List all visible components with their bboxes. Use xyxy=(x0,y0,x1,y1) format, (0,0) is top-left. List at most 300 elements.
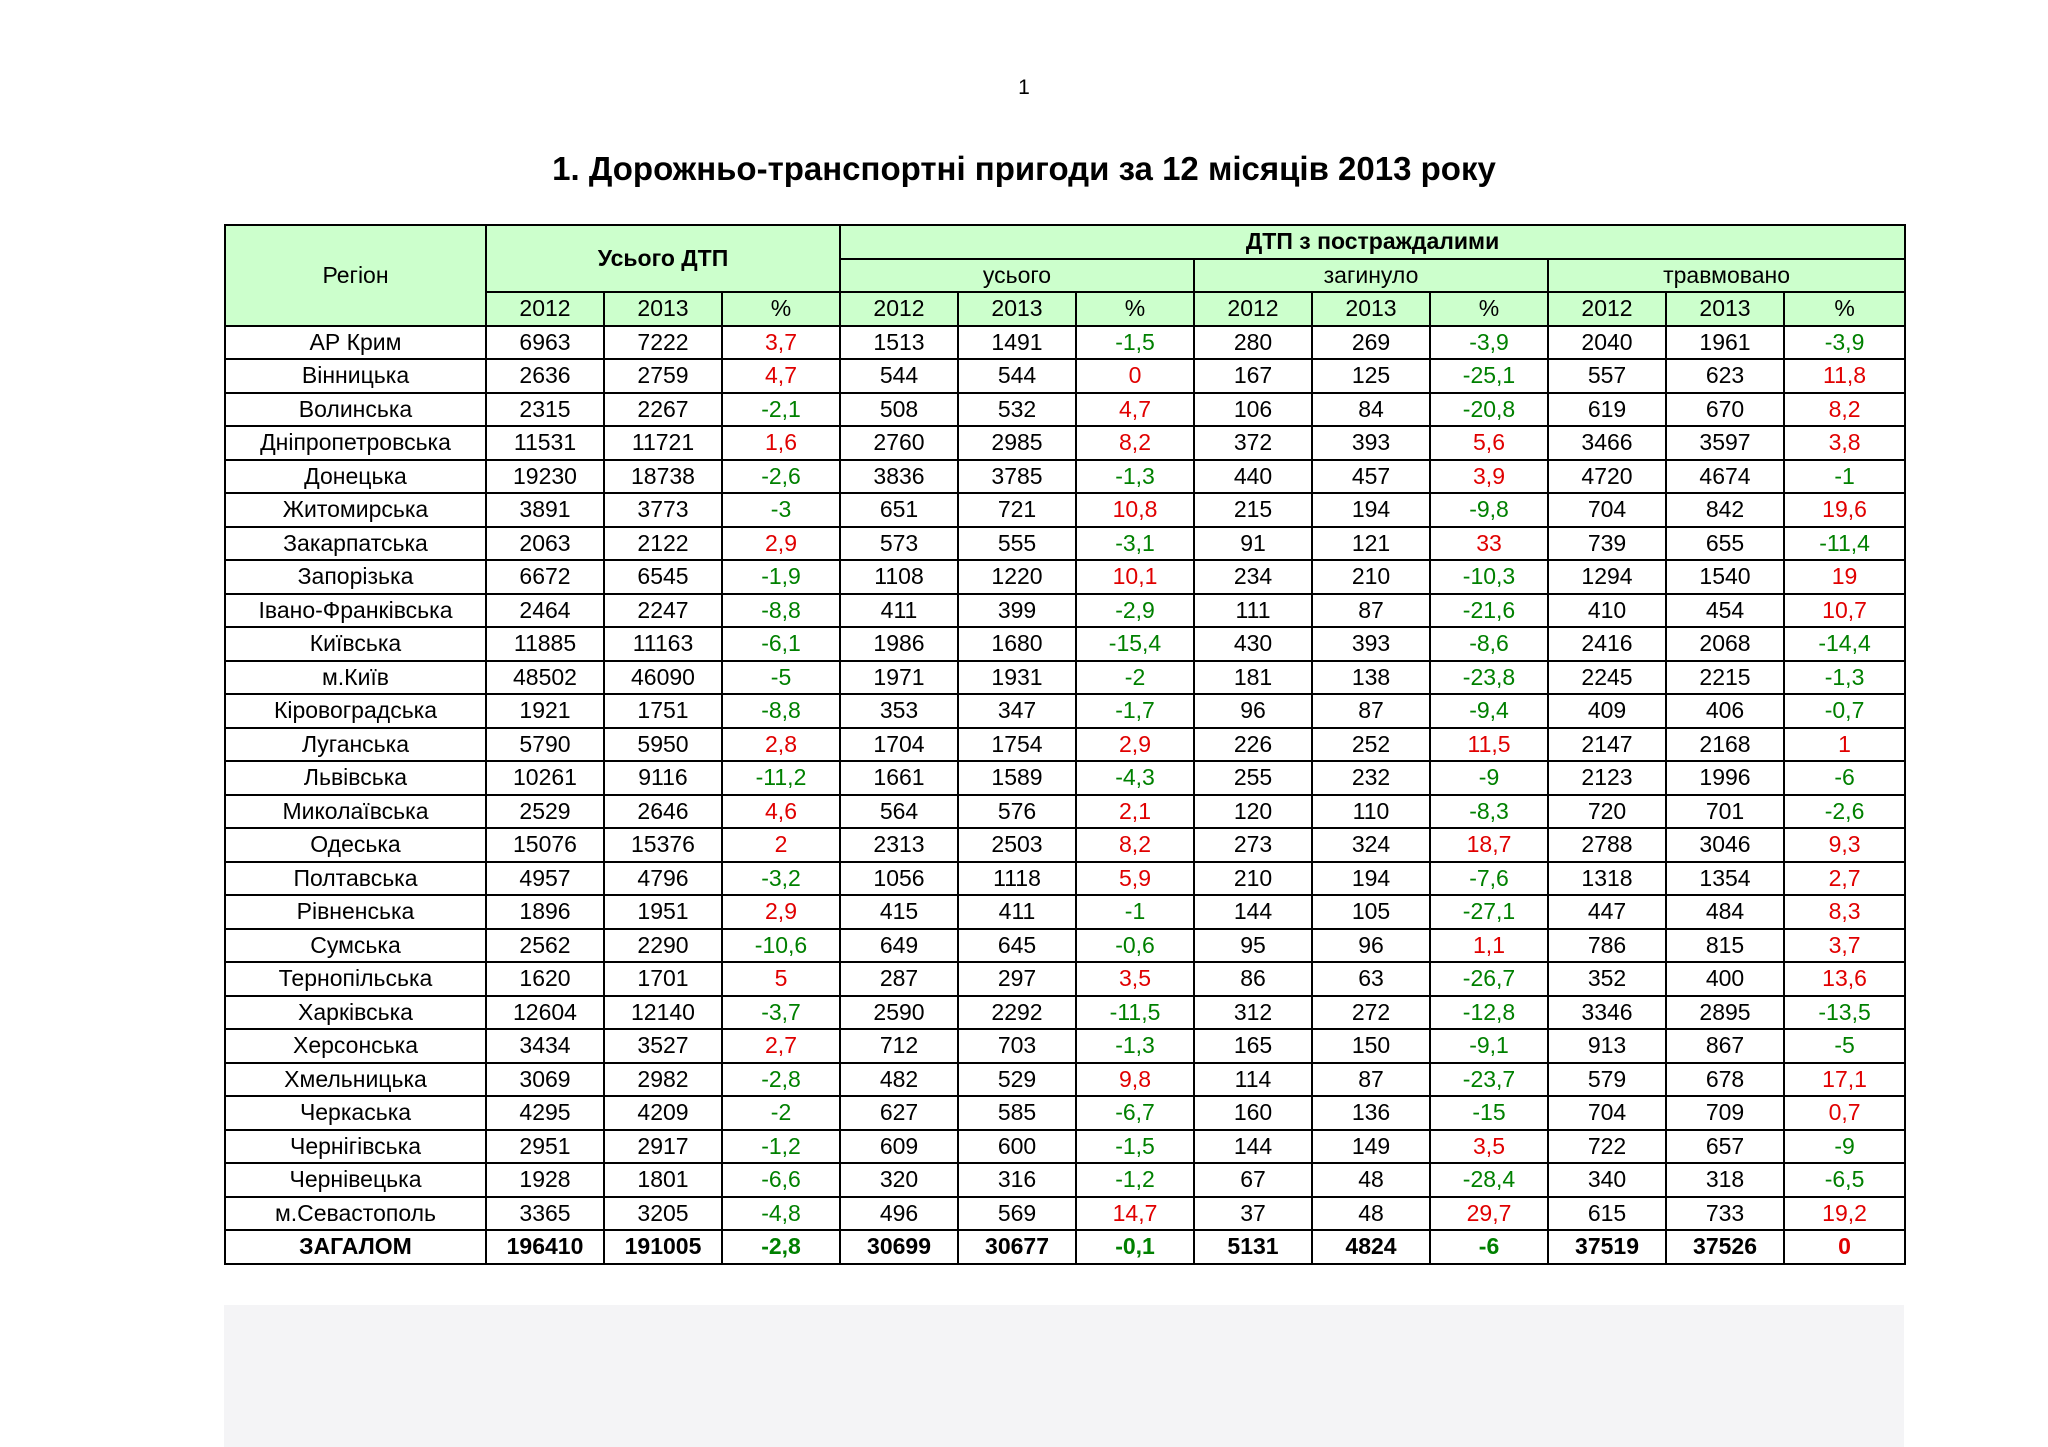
value-cell: 2985 xyxy=(958,426,1076,460)
value-cell: 1701 xyxy=(604,962,722,996)
value-cell: 226 xyxy=(1194,728,1312,762)
value-cell: 30699 xyxy=(840,1230,958,1264)
value-cell: 1354 xyxy=(1666,862,1784,896)
percent-change-cell: 0,7 xyxy=(1784,1096,1905,1130)
region-cell: ЗАГАЛОМ xyxy=(225,1230,486,1264)
table-row xyxy=(225,962,1905,996)
value-cell: 678 xyxy=(1666,1063,1784,1097)
region-cell: Черкаська xyxy=(225,1096,486,1130)
table-row xyxy=(225,393,1905,427)
percent-change-cell: 0 xyxy=(1076,359,1194,393)
percent-change-cell: -2,1 xyxy=(722,393,840,427)
value-cell: 1294 xyxy=(1548,560,1666,594)
value-cell: 496 xyxy=(840,1197,958,1231)
percent-change-cell: 11,5 xyxy=(1430,728,1548,762)
percent-change-cell: -1,2 xyxy=(722,1130,840,1164)
value-cell: 3891 xyxy=(486,493,604,527)
value-cell: 2063 xyxy=(486,527,604,561)
value-cell: 12604 xyxy=(486,996,604,1030)
value-cell: 1540 xyxy=(1666,560,1784,594)
value-cell: 482 xyxy=(840,1063,958,1097)
value-cell: 3346 xyxy=(1548,996,1666,1030)
region-cell: АР Крим xyxy=(225,326,486,360)
value-cell: 234 xyxy=(1194,560,1312,594)
percent-change-cell: -9 xyxy=(1784,1130,1905,1164)
value-cell: 720 xyxy=(1548,795,1666,829)
value-cell: 3785 xyxy=(958,460,1076,494)
value-cell: 704 xyxy=(1548,1096,1666,1130)
value-cell: 1108 xyxy=(840,560,958,594)
value-cell: 105 xyxy=(1312,895,1430,929)
value-cell: 3773 xyxy=(604,493,722,527)
percent-change-cell: 2,9 xyxy=(1076,728,1194,762)
value-cell: 316 xyxy=(958,1163,1076,1197)
value-cell: 411 xyxy=(840,594,958,628)
value-cell: 160 xyxy=(1194,1096,1312,1130)
percent-change-cell: -9,4 xyxy=(1430,694,1548,728)
value-cell: 3365 xyxy=(486,1197,604,1231)
region-cell: Івано-Франківська xyxy=(225,594,486,628)
value-cell: 1620 xyxy=(486,962,604,996)
value-cell: 30677 xyxy=(958,1230,1076,1264)
value-cell: 585 xyxy=(958,1096,1076,1130)
value-cell: 454 xyxy=(1666,594,1784,628)
value-cell: 96 xyxy=(1312,929,1430,963)
percent-change-cell: 1 xyxy=(1784,728,1905,762)
percent-change-cell: -5 xyxy=(1784,1029,1905,1063)
region-cell: Миколаївська xyxy=(225,795,486,829)
region-cell: Київська xyxy=(225,627,486,661)
value-cell: 91 xyxy=(1194,527,1312,561)
value-cell: 619 xyxy=(1548,393,1666,427)
region-cell: Донецька xyxy=(225,460,486,494)
percent-change-cell: -2,6 xyxy=(722,460,840,494)
table-row xyxy=(225,594,1905,628)
value-cell: 573 xyxy=(840,527,958,561)
value-cell: 48 xyxy=(1312,1197,1430,1231)
value-cell: 701 xyxy=(1666,795,1784,829)
header-region: Регіон xyxy=(225,225,486,326)
value-cell: 110 xyxy=(1312,795,1430,829)
percent-change-cell: 2,9 xyxy=(722,527,840,561)
value-cell: 63 xyxy=(1312,962,1430,996)
percent-change-cell: 3,8 xyxy=(1784,426,1905,460)
value-cell: 2788 xyxy=(1548,828,1666,862)
value-cell: 269 xyxy=(1312,326,1430,360)
table-row xyxy=(225,761,1905,795)
value-cell: 569 xyxy=(958,1197,1076,1231)
percent-change-cell: -8,6 xyxy=(1430,627,1548,661)
region-cell: Сумська xyxy=(225,929,486,963)
percent-change-cell: 2,1 xyxy=(1076,795,1194,829)
percent-change-cell: 2,8 xyxy=(722,728,840,762)
value-cell: 318 xyxy=(1666,1163,1784,1197)
value-cell: 144 xyxy=(1194,1130,1312,1164)
percent-change-cell: -2,8 xyxy=(722,1063,840,1097)
region-cell: Харківська xyxy=(225,996,486,1030)
value-cell: 11531 xyxy=(486,426,604,460)
value-cell: 3836 xyxy=(840,460,958,494)
percent-change-cell: 4,7 xyxy=(722,359,840,393)
header-year-2012: 2012 xyxy=(1194,292,1312,326)
percent-change-cell: -2 xyxy=(722,1096,840,1130)
page-shade xyxy=(224,1305,1904,1447)
header-year-2013: 2013 xyxy=(1666,292,1784,326)
percent-change-cell: -2,8 xyxy=(722,1230,840,1264)
value-cell: 739 xyxy=(1548,527,1666,561)
value-cell: 149 xyxy=(1312,1130,1430,1164)
value-cell: 1751 xyxy=(604,694,722,728)
value-cell: 1220 xyxy=(958,560,1076,594)
value-cell: 5790 xyxy=(486,728,604,762)
header-all-accidents: Усього ДТП xyxy=(486,225,840,292)
value-cell: 3527 xyxy=(604,1029,722,1063)
header-injured: травмовано xyxy=(1548,259,1905,293)
percent-change-cell: 10,1 xyxy=(1076,560,1194,594)
value-cell: 3597 xyxy=(1666,426,1784,460)
table-row xyxy=(225,929,1905,963)
region-cell: Вінницька xyxy=(225,359,486,393)
value-cell: 1318 xyxy=(1548,862,1666,896)
value-cell: 867 xyxy=(1666,1029,1784,1063)
value-cell: 84 xyxy=(1312,393,1430,427)
value-cell: 670 xyxy=(1666,393,1784,427)
percent-change-cell: 10,7 xyxy=(1784,594,1905,628)
percent-change-cell: -3,9 xyxy=(1430,326,1548,360)
percent-change-cell: 13,6 xyxy=(1784,962,1905,996)
percent-change-cell: -15 xyxy=(1430,1096,1548,1130)
value-cell: 842 xyxy=(1666,493,1784,527)
percent-change-cell: 17,1 xyxy=(1784,1063,1905,1097)
value-cell: 400 xyxy=(1666,962,1784,996)
value-cell: 411 xyxy=(958,895,1076,929)
percent-change-cell: -10,6 xyxy=(722,929,840,963)
value-cell: 399 xyxy=(958,594,1076,628)
value-cell: 786 xyxy=(1548,929,1666,963)
value-cell: 2245 xyxy=(1548,661,1666,695)
value-cell: 11721 xyxy=(604,426,722,460)
table-row xyxy=(225,895,1905,929)
document-title: 1. Дорожньо-транспортні пригоди за 12 місяців 2013 року xyxy=(552,150,1496,187)
value-cell: 627 xyxy=(840,1096,958,1130)
percent-change-cell: -23,7 xyxy=(1430,1063,1548,1097)
percent-change-cell: -3 xyxy=(722,493,840,527)
percent-change-cell: -8,8 xyxy=(722,594,840,628)
value-cell: 703 xyxy=(958,1029,1076,1063)
total-row xyxy=(225,1230,1905,1264)
value-cell: 529 xyxy=(958,1063,1076,1097)
region-cell: Волинська xyxy=(225,393,486,427)
percent-change-cell: -1 xyxy=(1784,460,1905,494)
value-cell: 165 xyxy=(1194,1029,1312,1063)
value-cell: 4209 xyxy=(604,1096,722,1130)
percent-change-cell: -9 xyxy=(1430,761,1548,795)
value-cell: 46090 xyxy=(604,661,722,695)
value-cell: 37526 xyxy=(1666,1230,1784,1264)
value-cell: 2068 xyxy=(1666,627,1784,661)
table-row xyxy=(225,1163,1905,1197)
value-cell: 3069 xyxy=(486,1063,604,1097)
percent-change-cell: -0,7 xyxy=(1784,694,1905,728)
value-cell: 2267 xyxy=(604,393,722,427)
value-cell: 709 xyxy=(1666,1096,1784,1130)
table-row xyxy=(225,359,1905,393)
value-cell: 272 xyxy=(1312,996,1430,1030)
region-cell: Чернігівська xyxy=(225,1130,486,1164)
percent-change-cell: -4,3 xyxy=(1076,761,1194,795)
percent-change-cell: 0 xyxy=(1784,1230,1905,1264)
percent-change-cell: -2,6 xyxy=(1784,795,1905,829)
header-year-2013: 2013 xyxy=(604,292,722,326)
value-cell: 1961 xyxy=(1666,326,1784,360)
value-cell: 347 xyxy=(958,694,1076,728)
percent-change-cell: 1,6 xyxy=(722,426,840,460)
value-cell: 1513 xyxy=(840,326,958,360)
header-percent: % xyxy=(722,292,840,326)
value-cell: 609 xyxy=(840,1130,958,1164)
value-cell: 191005 xyxy=(604,1230,722,1264)
percent-change-cell: 3,7 xyxy=(1784,929,1905,963)
value-cell: 913 xyxy=(1548,1029,1666,1063)
header-percent: % xyxy=(1784,292,1905,326)
value-cell: 2646 xyxy=(604,795,722,829)
table-row xyxy=(225,1096,1905,1130)
value-cell: 1704 xyxy=(840,728,958,762)
value-cell: 5950 xyxy=(604,728,722,762)
value-cell: 86 xyxy=(1194,962,1312,996)
percent-change-cell: -6,6 xyxy=(722,1163,840,1197)
value-cell: 372 xyxy=(1194,426,1312,460)
table-row xyxy=(225,326,1905,360)
percent-change-cell: -3,9 xyxy=(1784,326,1905,360)
percent-change-cell: -3,1 xyxy=(1076,527,1194,561)
region-cell: Чернівецька xyxy=(225,1163,486,1197)
value-cell: 2040 xyxy=(1548,326,1666,360)
value-cell: 12140 xyxy=(604,996,722,1030)
value-cell: 532 xyxy=(958,393,1076,427)
value-cell: 297 xyxy=(958,962,1076,996)
value-cell: 2123 xyxy=(1548,761,1666,795)
percent-change-cell: -8,3 xyxy=(1430,795,1548,829)
percent-change-cell: -3,2 xyxy=(722,862,840,896)
header-percent: % xyxy=(1430,292,1548,326)
value-cell: 11163 xyxy=(604,627,722,661)
value-cell: 138 xyxy=(1312,661,1430,695)
value-cell: 393 xyxy=(1312,426,1430,460)
value-cell: 623 xyxy=(1666,359,1784,393)
percent-change-cell: 5 xyxy=(722,962,840,996)
value-cell: 645 xyxy=(958,929,1076,963)
value-cell: 87 xyxy=(1312,694,1430,728)
header-year-2013: 2013 xyxy=(1312,292,1430,326)
percent-change-cell: -1,3 xyxy=(1076,1029,1194,1063)
value-cell: 2759 xyxy=(604,359,722,393)
value-cell: 2562 xyxy=(486,929,604,963)
percent-change-cell: -11,4 xyxy=(1784,527,1905,561)
percent-change-cell: -2 xyxy=(1076,661,1194,695)
percent-change-cell: 19,6 xyxy=(1784,493,1905,527)
table-row xyxy=(225,1029,1905,1063)
value-cell: 6672 xyxy=(486,560,604,594)
percent-change-cell: 3,5 xyxy=(1076,962,1194,996)
percent-change-cell: -0,6 xyxy=(1076,929,1194,963)
value-cell: 600 xyxy=(958,1130,1076,1164)
percent-change-cell: 8,2 xyxy=(1784,393,1905,427)
value-cell: 10261 xyxy=(486,761,604,795)
percent-change-cell: 3,5 xyxy=(1430,1130,1548,1164)
percent-change-cell: 3,9 xyxy=(1430,460,1548,494)
value-cell: 280 xyxy=(1194,326,1312,360)
value-cell: 1986 xyxy=(840,627,958,661)
value-cell: 721 xyxy=(958,493,1076,527)
value-cell: 651 xyxy=(840,493,958,527)
table-row xyxy=(225,862,1905,896)
value-cell: 2122 xyxy=(604,527,722,561)
percent-change-cell: -1,3 xyxy=(1076,460,1194,494)
value-cell: 2760 xyxy=(840,426,958,460)
percent-change-cell: 2,7 xyxy=(722,1029,840,1063)
value-cell: 3466 xyxy=(1548,426,1666,460)
value-cell: 410 xyxy=(1548,594,1666,628)
value-cell: 2290 xyxy=(604,929,722,963)
percent-change-cell: 8,2 xyxy=(1076,828,1194,862)
value-cell: 15376 xyxy=(604,828,722,862)
percent-change-cell: 2 xyxy=(722,828,840,862)
value-cell: 393 xyxy=(1312,627,1430,661)
value-cell: 2315 xyxy=(486,393,604,427)
value-cell: 406 xyxy=(1666,694,1784,728)
region-cell: Тернопільська xyxy=(225,962,486,996)
value-cell: 5131 xyxy=(1194,1230,1312,1264)
value-cell: 555 xyxy=(958,527,1076,561)
value-cell: 121 xyxy=(1312,527,1430,561)
value-cell: 352 xyxy=(1548,962,1666,996)
value-cell: 815 xyxy=(1666,929,1784,963)
value-cell: 2313 xyxy=(840,828,958,862)
percent-change-cell: -28,4 xyxy=(1430,1163,1548,1197)
value-cell: 136 xyxy=(1312,1096,1430,1130)
region-cell: Луганська xyxy=(225,728,486,762)
value-cell: 194 xyxy=(1312,862,1430,896)
value-cell: 2147 xyxy=(1548,728,1666,762)
percent-change-cell: -25,1 xyxy=(1430,359,1548,393)
percent-change-cell: 2,9 xyxy=(722,895,840,929)
table-row xyxy=(225,694,1905,728)
value-cell: 615 xyxy=(1548,1197,1666,1231)
table-row xyxy=(225,560,1905,594)
value-cell: 87 xyxy=(1312,1063,1430,1097)
percent-change-cell: -1,7 xyxy=(1076,694,1194,728)
percent-change-cell: -10,3 xyxy=(1430,560,1548,594)
value-cell: 18738 xyxy=(604,460,722,494)
value-cell: 4674 xyxy=(1666,460,1784,494)
value-cell: 11885 xyxy=(486,627,604,661)
percent-change-cell: 33 xyxy=(1430,527,1548,561)
table-row xyxy=(225,493,1905,527)
table-row xyxy=(225,661,1905,695)
value-cell: 232 xyxy=(1312,761,1430,795)
value-cell: 1921 xyxy=(486,694,604,728)
value-cell: 1801 xyxy=(604,1163,722,1197)
table-row xyxy=(225,728,1905,762)
value-cell: 2590 xyxy=(840,996,958,1030)
value-cell: 1971 xyxy=(840,661,958,695)
percent-change-cell: 10,8 xyxy=(1076,493,1194,527)
region-cell: Дніпропетровська xyxy=(225,426,486,460)
region-cell: Одеська xyxy=(225,828,486,862)
table-body xyxy=(225,326,1905,1264)
value-cell: 4957 xyxy=(486,862,604,896)
value-cell: 19230 xyxy=(486,460,604,494)
value-cell: 409 xyxy=(1548,694,1666,728)
page-number: 1 xyxy=(1018,76,1030,99)
value-cell: 181 xyxy=(1194,661,1312,695)
value-cell: 704 xyxy=(1548,493,1666,527)
header-year-2012: 2012 xyxy=(840,292,958,326)
percent-change-cell: 11,8 xyxy=(1784,359,1905,393)
value-cell: 210 xyxy=(1194,862,1312,896)
value-cell: 1680 xyxy=(958,627,1076,661)
value-cell: 106 xyxy=(1194,393,1312,427)
value-cell: 2636 xyxy=(486,359,604,393)
header-total: усього xyxy=(840,259,1194,293)
table-row xyxy=(225,1130,1905,1164)
value-cell: 287 xyxy=(840,962,958,996)
value-cell: 2292 xyxy=(958,996,1076,1030)
percent-change-cell: 29,7 xyxy=(1430,1197,1548,1231)
value-cell: 1491 xyxy=(958,326,1076,360)
value-cell: 252 xyxy=(1312,728,1430,762)
table-row xyxy=(225,795,1905,829)
header-percent: % xyxy=(1076,292,1194,326)
percent-change-cell: -13,5 xyxy=(1784,996,1905,1030)
value-cell: 87 xyxy=(1312,594,1430,628)
percent-change-cell: -7,6 xyxy=(1430,862,1548,896)
value-cell: 273 xyxy=(1194,828,1312,862)
value-cell: 576 xyxy=(958,795,1076,829)
percent-change-cell: -15,4 xyxy=(1076,627,1194,661)
value-cell: 1661 xyxy=(840,761,958,795)
value-cell: 340 xyxy=(1548,1163,1666,1197)
percent-change-cell: -1,2 xyxy=(1076,1163,1194,1197)
value-cell: 353 xyxy=(840,694,958,728)
region-cell: м.Севастополь xyxy=(225,1197,486,1231)
percent-change-cell: -8,8 xyxy=(722,694,840,728)
value-cell: 210 xyxy=(1312,560,1430,594)
value-cell: 48 xyxy=(1312,1163,1430,1197)
value-cell: 440 xyxy=(1194,460,1312,494)
value-cell: 2917 xyxy=(604,1130,722,1164)
percent-change-cell: -6 xyxy=(1430,1230,1548,1264)
value-cell: 2416 xyxy=(1548,627,1666,661)
value-cell: 1996 xyxy=(1666,761,1784,795)
value-cell: 150 xyxy=(1312,1029,1430,1063)
table-row xyxy=(225,996,1905,1030)
value-cell: 6545 xyxy=(604,560,722,594)
value-cell: 430 xyxy=(1194,627,1312,661)
value-cell: 712 xyxy=(840,1029,958,1063)
value-cell: 15076 xyxy=(486,828,604,862)
percent-change-cell: 18,7 xyxy=(1430,828,1548,862)
value-cell: 2168 xyxy=(1666,728,1784,762)
value-cell: 120 xyxy=(1194,795,1312,829)
percent-change-cell: -1,5 xyxy=(1076,1130,1194,1164)
value-cell: 2529 xyxy=(486,795,604,829)
percent-change-cell: 4,6 xyxy=(722,795,840,829)
percent-change-cell: 2,7 xyxy=(1784,862,1905,896)
value-cell: 2503 xyxy=(958,828,1076,862)
value-cell: 4720 xyxy=(1548,460,1666,494)
